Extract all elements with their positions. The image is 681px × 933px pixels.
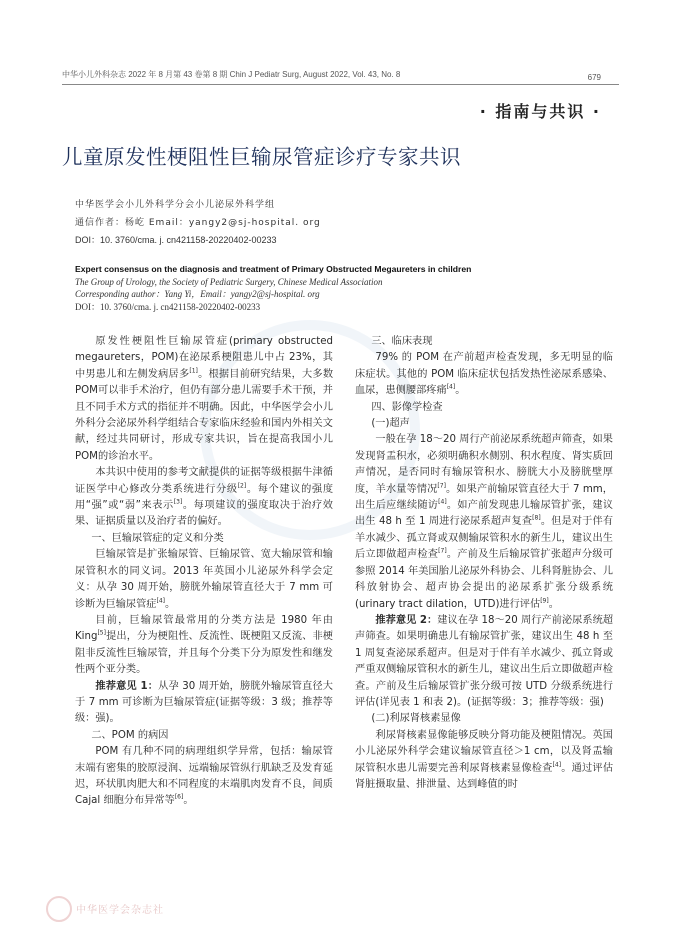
author-group: 中华医学会小儿外科学分会小儿泌尿外科学组 [75, 200, 276, 210]
section-heading: 四、影像学检查 [371, 401, 443, 413]
paragraph: POM 有几种不同的病理组织学异常，包括：输尿管末端有密集的胶原浸润、远端输尿管纵行肌缺乏及发育延迟，环状肌肉肥大和不同程度的末端肌肉发育不良，间质 Cajal 细胞分布异常等[6]。 [75, 746, 333, 807]
recommendation: 推荐意见 1：从孕 30 周开始，膀胱外输尿管直径大于 7 mm 可诊断为巨输尿管症(证据等级：3 级；推荐等级：强)。 [75, 680, 333, 725]
running-head: 中华小儿外科杂志 2022 年 8 月第 43 卷第 8 期 Chin J Pediatr Surg, August 2022, Vol. 43, No. 8 [62, 70, 401, 79]
section-tag: · 指南与共识 · [479, 102, 601, 121]
paragraph: 目前，巨输尿管最常用的分类方法是 1980 年由 King[5]提出，分为梗阻性、反流性、既梗阻又反流、非梗阻非反流性巨输尿管，并且每个分类下分为原发性和继发性两个亚分类。 [75, 614, 333, 676]
body-left-column [75, 334, 333, 810]
publisher-watermark: 中华医学会杂志社 [76, 905, 164, 916]
subsection-heading: (二)利尿肾核素显像 [371, 713, 461, 725]
paragraph: 一般在孕 18～20 周行产前泌尿系统超声筛查，如果发现肾盂积水，必须明确积水侧别、积水程度、肾实质回声情况，是否同时有输尿管积水、膀胱大小及膀胱壁厚度，羊水量等情况[7]。如果产前输尿管直径大于 7 mm，出生后应继续随访[4]。如产前发现患儿输尿管扩张，建议出生 48 h 至 1 周进行泌尿系超声复查[8]。但是对于伴有羊水减少、孤立肾或双侧输尿管积水的新生儿，建议出生后立即做超声检查[7]。产前及生后输尿管扩张超声分级可参照 2014 年美国胎儿泌尿外科协会、儿科肾脏协会、儿科放射协会、超声协会提出的泌尿系扩张分级系统(urinary tract dilation，UTD)进行评估[9]。 [355, 434, 614, 610]
paragraph: 巨输尿管是扩张输尿管、巨输尿管、宽大输尿管和输尿管积水的同义词。2013 年英国小儿泌尿外科学会定义：从孕 30 周开始，膀胱外输尿管直径大于 7 mm 可诊断为巨输尿管症[4]。 [75, 549, 333, 610]
corresponding-author: 通信作者：杨屹 Email：yangy2@sj-hospital. org [75, 218, 321, 228]
paragraph: 利尿肾核素显像能够反映分肾功能及梗阻情况。英国小儿泌尿外科学会建议输尿管直径＞1 cm，以及肾盂输尿管积水患儿需要完善利尿肾核素显像检查[4]。通过评估肾脏摄取量、排泄量、达到峰值的时 [355, 729, 614, 790]
page-number: 679 [587, 73, 601, 82]
doi-cn: DOI：10. 3760/cma. j. cn421158-20220402-00233 [75, 235, 277, 245]
section-heading: 三、临床表现 [371, 336, 433, 347]
english-corresponding: Corresponding author：Yang Yi，Email：yangy2@sj-hospital. org [75, 289, 320, 300]
article-title: 儿童原发性梗阻性巨输尿管症诊疗专家共识 [62, 145, 461, 169]
english-abstract-head [75, 264, 615, 313]
english-group: The Group of Urology, the Society of Pediatric Surgery, Chinese Medical Association [75, 277, 383, 287]
paragraph: 79% 的 POM 在产前超声检查发现，多无明显的临床症状。其他的 POM 临床症状包括发热性泌尿系感染、血尿，患侧腰部疼痛[4]。 [355, 352, 613, 397]
subsection-heading: (一)超声 [371, 418, 410, 430]
english-doi: DOI：10. 3760/cma. j. cn421158-20220402-00233 [75, 301, 261, 312]
recommendation: 推荐意见 2：建议在孕 18～20 周行产前泌尿系统超声筛查。如果明确患儿有输尿管扩张，建议出生 48 h 至 1 周复查泌尿系超声。但是对于伴有羊水减少、孤立肾或严重双侧输尿管积水的新生儿，建议出生后立即做超声检查。产前及生后输尿管扩张分级可按 UTD 分级系统进行评估(详见表 1 和表 2)。(证据等级：3；推荐等级：强) [355, 614, 614, 708]
paragraph: 原发性梗阻性巨输尿管症(primary obstructed megaureters，POM)在泌尿系梗阻患儿中占 23%，其中男患儿和左侧发病居多[1]。根据目前研究结果，大多数POM可以非手术治疗，但仍有部分患儿需要手术干预，并且不同手术方式的指征并不明确。因此，中华医学会小儿外科分会泌尿外科学组结合专家临床经验和国内外相关文献，经过共同研讨，形成专家共识，旨在提高我国小儿POM的诊治水平。 [75, 336, 334, 462]
header-rule [62, 84, 619, 85]
section-heading: 二、POM 的病因 [91, 729, 169, 741]
section-heading: 一、巨输尿管症的定义和分类 [91, 532, 224, 544]
publisher-logo-icon [46, 896, 72, 922]
body-right-column [355, 334, 613, 793]
english-title: Expert consensus on the diagnosis and treatment of Primary Obstructed Megaureters in children [75, 264, 472, 274]
paragraph: 本共识中使用的参考文献提供的证据等级根据牛津循证医学中心修改分类系统进行分级[2]。每个建议的强度用“强”或“弱”来表示[3]。每项建议的强度取决于治疗效果、证据质量以及治疗者的偏好。 [75, 467, 334, 528]
